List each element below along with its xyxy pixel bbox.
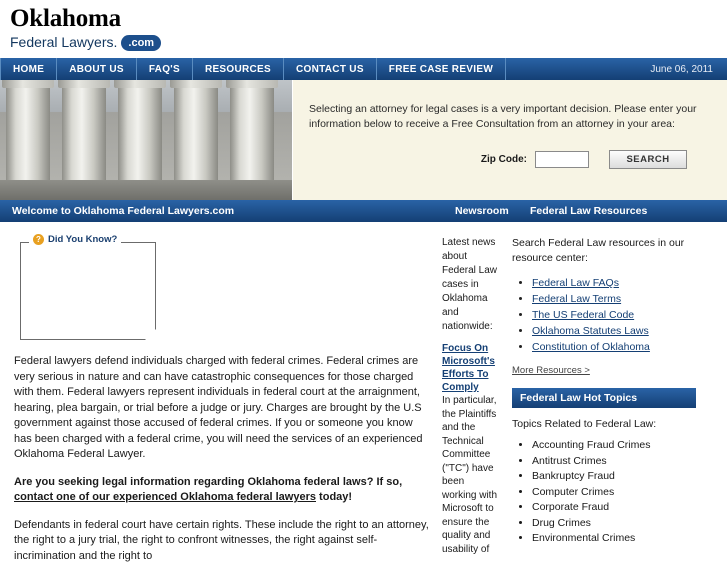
brand-dotcom-badge: .com (121, 35, 161, 51)
nav-item-free-case-review[interactable]: FREE CASE REVIEW (377, 58, 506, 80)
did-you-know-title (29, 234, 121, 245)
column-cap-1 (2, 80, 54, 88)
question-mark-icon: ? (33, 234, 44, 245)
hero-section (0, 80, 727, 200)
brand-logo[interactable] (10, 34, 727, 50)
zip-input[interactable] (535, 151, 589, 168)
nav-item-contact-us[interactable]: CONTACT US (284, 58, 377, 80)
hot-topics-list (512, 438, 696, 547)
did-you-know-box (20, 234, 156, 340)
list-item (532, 340, 696, 355)
news-intro: Latest news about Federal Law cases in Oklahoma and nationwide: (442, 237, 498, 332)
resource-link-federal-law-faqs[interactable]: Federal Law FAQs (532, 277, 619, 289)
resource-link-oklahoma-statutes[interactable]: Oklahoma Statutes Laws (532, 325, 649, 337)
federal-law-resources-heading: Federal Law Resources (530, 205, 648, 217)
nav-item-resources[interactable]: RESOURCES (193, 58, 284, 80)
list-item: • Environmental Crimes (532, 531, 696, 547)
list-item: • Accounting Fraud Crimes (532, 438, 696, 454)
column-cap-3 (114, 80, 166, 88)
cta-lead: Are you seeking legal information regarding Oklahoma federal laws? If so, (14, 475, 403, 488)
list-item: • Antitrust Crimes (532, 454, 696, 470)
list-item: • Corporate Fraud (532, 500, 696, 516)
main-navigation (0, 58, 727, 80)
resources-column (504, 236, 704, 576)
page-fold-decoration (145, 329, 156, 340)
site-header (0, 0, 727, 58)
list-item (532, 292, 696, 307)
resource-link-federal-law-terms[interactable]: Federal Law Terms (532, 293, 622, 305)
list-item: • Computer Crimes (532, 485, 696, 501)
courthouse-columns-image (0, 80, 292, 200)
list-item: • Bankruptcy Fraud (532, 469, 696, 485)
hot-topics-header: Federal Law Hot Topics (512, 388, 696, 408)
list-item: • Drug Crimes (532, 516, 696, 532)
resources-intro: Search Federal Law resources in our resource center: (512, 237, 685, 264)
list-item (532, 324, 696, 339)
intro-paragraph: Federal lawyers defend individuals charged with federal crimes. Federal crimes are very serious in nature and can have catastrophic consequences for those charged with them. Federal lawyers represent individuals in federal court at the arraignment, hearing, plea bargain, or trial before a judge or jury. Charges are brought by the U.S government against those accused of federal crimes. If you or someone you know has been charged with a federal crime, you will need the services of an experienced Oklahoma Federal Lawyer. (14, 355, 423, 460)
column-cap-5 (226, 80, 278, 88)
content-area (0, 222, 727, 576)
list-item (532, 276, 696, 291)
search-button[interactable]: SEARCH (609, 150, 687, 169)
contact-lawyers-link[interactable]: contact one of our experienced Oklahoma federal lawyers (14, 491, 316, 503)
cta-tail: today! (316, 491, 353, 503)
news-headline-link[interactable]: Focus On Microsoft's Efforts To Comply (442, 343, 495, 393)
did-you-know-label: Did You Know? (48, 234, 118, 245)
welcome-title: Welcome to Oklahoma Federal Lawyers.com (12, 205, 235, 217)
consultation-form (292, 80, 727, 200)
zip-search-row (309, 150, 711, 169)
main-column (0, 236, 442, 576)
welcome-bar (0, 200, 727, 222)
more-resources-link[interactable]: More Resources > (512, 365, 590, 376)
ground-base (0, 180, 292, 200)
nav-item-faqs[interactable]: FAQ'S (137, 58, 193, 80)
newsroom-heading: Newsroom (455, 205, 509, 217)
brand-subtitle: Federal Lawyers. (10, 34, 118, 50)
nav-item-about-us[interactable]: ABOUT US (57, 58, 137, 80)
column-cap-4 (170, 80, 222, 88)
resource-link-constitution-oklahoma[interactable]: Constitution of Oklahoma (532, 341, 650, 353)
rights-paragraph: Defendants in federal court have certain rights. These include the right to an attorney, the right to a jury trial, the right to confront witnesses, the right against self-incrimination and the right to (14, 518, 429, 562)
consultation-description: Selecting an attorney for legal cases is a very important decision. Please enter your information below to receive a Free Consultation from an attorney in your area: (309, 103, 697, 130)
nav-item-home[interactable]: HOME (0, 58, 57, 80)
column-cap-2 (58, 80, 110, 88)
brand-state: Oklahoma (10, 5, 121, 32)
newsroom-column (442, 236, 504, 576)
current-date: June 06, 2011 (650, 63, 713, 75)
zip-label: Zip Code: (480, 154, 527, 165)
list-item (532, 308, 696, 323)
hot-topics-label: Topics Related to Federal Law: (512, 418, 657, 430)
resource-link-us-federal-code[interactable]: The US Federal Code (532, 309, 635, 321)
cta-paragraph (14, 475, 432, 506)
resource-links-list (512, 276, 696, 355)
news-excerpt: In particular, the Plaintiffs and the Technical Committee ("TC") have been working with Microsoft to ensure the quality and usability of (442, 395, 498, 555)
